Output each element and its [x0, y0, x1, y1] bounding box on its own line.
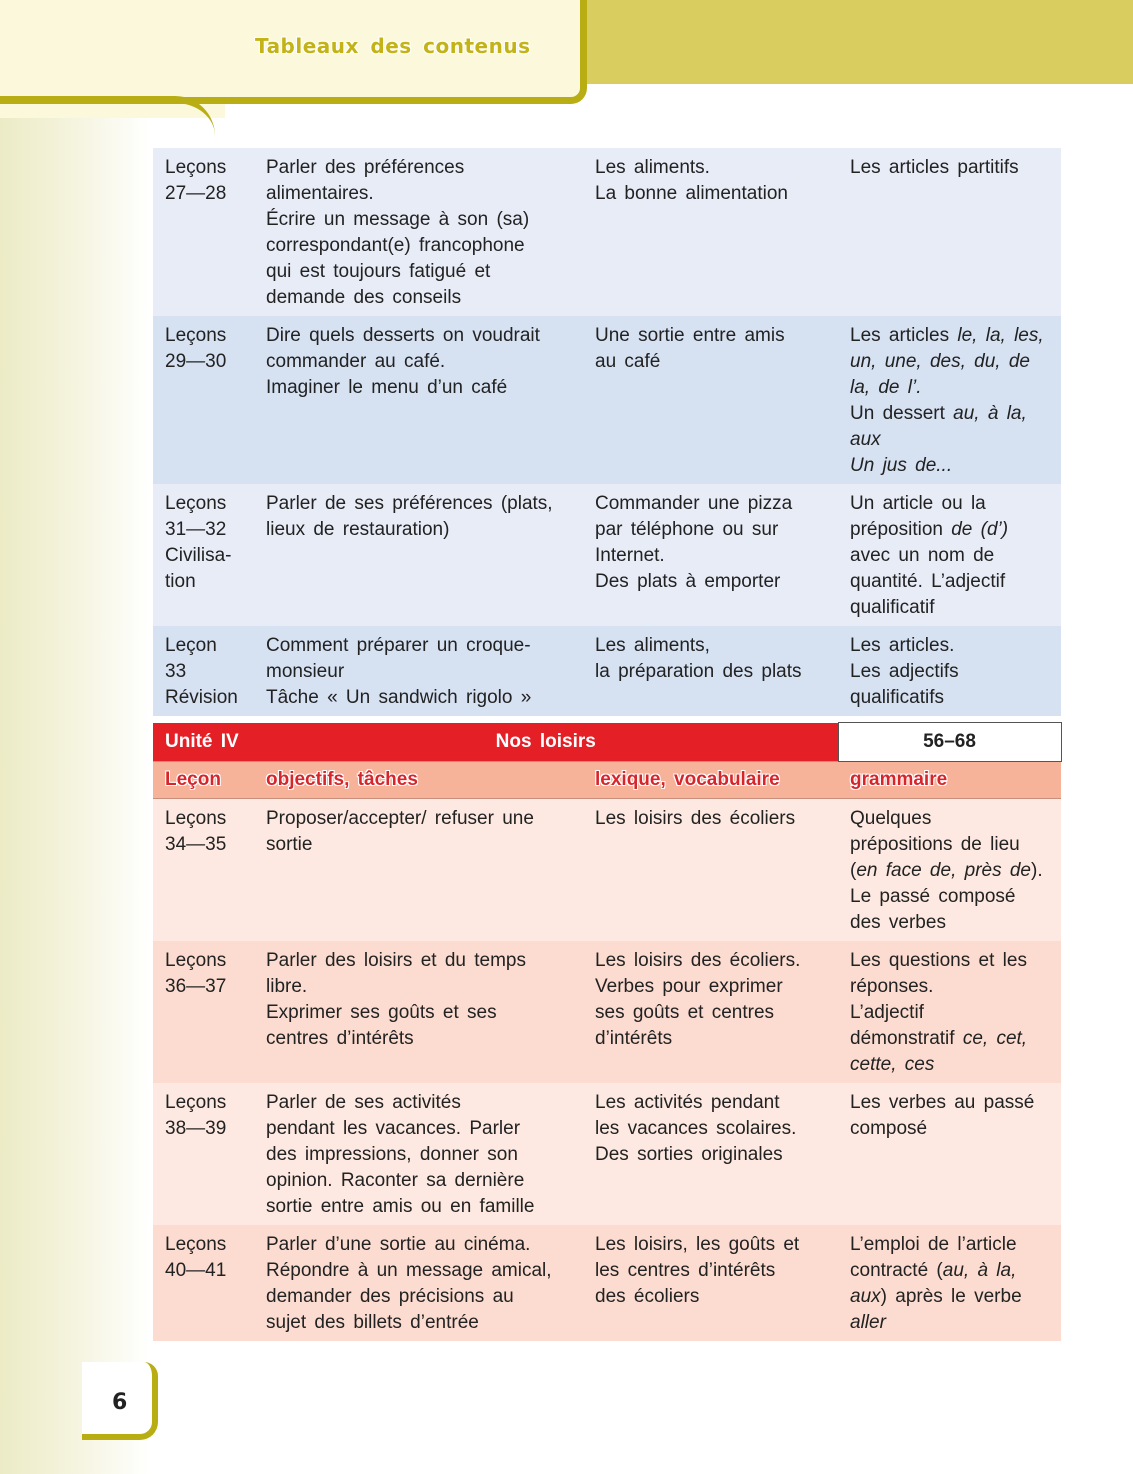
table-row: [153, 484, 1061, 626]
lecon-cell: Leçon 33 Révision: [153, 626, 254, 716]
table-row: [153, 1083, 1061, 1225]
unit-pages: 56–68: [838, 723, 1061, 762]
lecon-cell: Leçons 27—28: [153, 148, 254, 316]
top-decorative-band: [560, 0, 1133, 84]
grammaire-cell: Les verbes au passé composé: [838, 1083, 1061, 1225]
lexique-cell: Les aliments. La bonne alimentation: [583, 148, 838, 316]
unit-title: Nos loisirs: [254, 723, 838, 762]
column-header-objectifs: objectifs, tâches: [254, 762, 583, 799]
objectifs-cell: Parler de ses préférences (plats, lieux de restauration): [254, 484, 583, 626]
lecon-cell: Leçons 31—32 Civilisa- tion: [153, 484, 254, 626]
grammaire-cell: Quelques prépositions de lieu (en face de, près de). Le passé composé des verbes: [838, 799, 1061, 942]
table-row: [153, 148, 1061, 316]
objectifs-cell: Parler de ses activités pendant les vacances. Parler des impressions, donner son opinion. Raconter sa dernière sortie entre amis ou en famille: [254, 1083, 583, 1225]
lecon-cell: Leçons 36—37: [153, 941, 254, 1083]
grammaire-cell: Les articles partitifs: [838, 148, 1061, 316]
table-row: [153, 316, 1061, 484]
unit-label: Unité IV: [153, 723, 254, 762]
page-header-title: Tableaux des contenus: [255, 34, 531, 58]
lexique-cell: Les loisirs des écoliers. Verbes pour exprimer ses goûts et centres d’intérêts: [583, 941, 838, 1083]
column-header-lexique: lexique, vocabulaire: [583, 762, 838, 799]
grammaire-cell: L’emploi de l’article contracté (au, à la, aux) après le verbe aller: [838, 1225, 1061, 1341]
objectifs-cell: Parler des préférences alimentaires. Écrire un message à son (sa) correspondant(e) francophone qui est toujours fatigué et demande des conseils: [254, 148, 583, 316]
header-swoosh: [0, 96, 215, 139]
grammaire-cell: Les articles le, la, les, un, une, des, du, de la, de l’. Un dessert au, à la, aux Un jus de...: [838, 316, 1061, 484]
page-number: 6: [112, 1390, 128, 1415]
grammaire-cell: Les articles. Les adjectifs qualificatifs: [838, 626, 1061, 716]
table-row: [153, 1225, 1061, 1341]
contents-table: [153, 148, 1062, 1341]
lecon-cell: Leçons 38—39: [153, 1083, 254, 1225]
lexique-cell: Une sortie entre amis au café: [583, 316, 838, 484]
column-header-lecon: Leçon: [153, 762, 254, 799]
lexique-cell: Les activités pendant les vacances scolaires. Des sorties originales: [583, 1083, 838, 1225]
lecon-cell: Leçons 29—30: [153, 316, 254, 484]
column-header-row: [153, 762, 1061, 799]
objectifs-cell: Dire quels desserts on voudrait commander au café. Imaginer le menu d’un café: [254, 316, 583, 484]
left-decorative-band: [0, 0, 150, 1474]
lexique-cell: Les aliments, la préparation des plats: [583, 626, 838, 716]
grammaire-cell: Les questions et les réponses. L’adjectif démonstratif ce, cet, cette, ces: [838, 941, 1061, 1083]
lexique-cell: Les loisirs des écoliers: [583, 799, 838, 942]
lecon-cell: Leçons 34—35: [153, 799, 254, 942]
unit-header-row: [153, 723, 1061, 762]
objectifs-cell: Proposer/accepter/ refuser une sortie: [254, 799, 583, 942]
lexique-cell: Commander une pizza par téléphone ou sur Internet. Des plats à emporter: [583, 484, 838, 626]
lexique-cell: Les loisirs, les goûts et les centres d’intérêts des écoliers: [583, 1225, 838, 1341]
objectifs-cell: Parler d’une sortie au cinéma. Répondre à un message amical, demander des précisions au sujet des billets d’entrée: [254, 1225, 583, 1341]
table-row: [153, 941, 1061, 1083]
lecon-cell: Leçons 40—41: [153, 1225, 254, 1341]
grammaire-cell: Un article ou la préposition de (d’) avec un nom de quantité. L’adjectif qualificatif: [838, 484, 1061, 626]
table-row: [153, 799, 1061, 942]
column-header-grammaire: grammaire: [838, 762, 1061, 799]
objectifs-cell: Comment préparer un croque- monsieur Tâche « Un sandwich rigolo »: [254, 626, 583, 716]
objectifs-cell: Parler des loisirs et du temps libre. Exprimer ses goûts et ses centres d’intérêts: [254, 941, 583, 1083]
table-row: [153, 626, 1061, 716]
